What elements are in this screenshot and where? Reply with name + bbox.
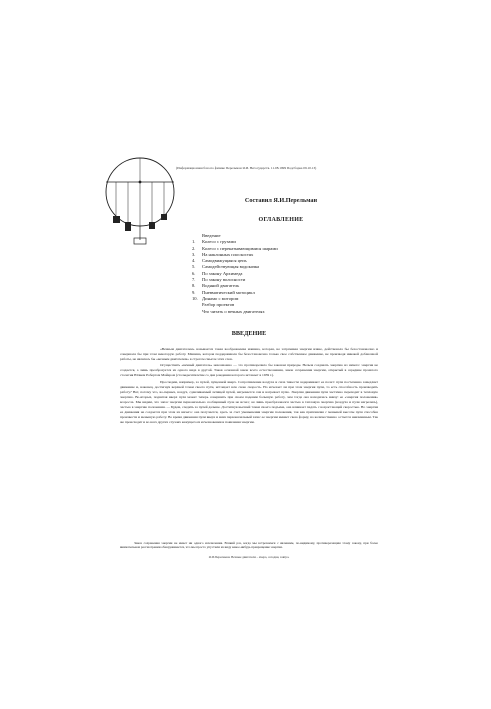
header-note: (Информационная база по физике Перельман Я.И. Негосударств. 11.08.1999 Подсборка 09.10.13) (176, 166, 317, 170)
perpetual-motion-wheel-illustration (104, 148, 176, 248)
toc-item[interactable]: 9. Пневматический мотоцикл (192, 289, 255, 295)
toc-item[interactable]: 10. Динамо с мотором (192, 295, 239, 301)
table-of-contents (192, 233, 362, 315)
closing-paragraph (120, 541, 378, 549)
toc-item[interactable]: Разбор проектов (202, 302, 235, 308)
toc-item[interactable]: 2. Колесо с перекатывающимися шарами (192, 245, 278, 251)
section-title: ВВЕДЕНИЕ (231, 330, 267, 337)
toc-item[interactable]: Введение (202, 233, 221, 238)
paragraph: Осуществить «вечный двигатель» невозможно — это противоречило бы законам природы. Нельзя создавать энергию из ничего: энергия не создается, а лишь преобразуется из одного вида в другой. Таков основной закон всего естествознания, закон сохранения энергии, открытый в середине прошлого столетия Юлием Робертом Майером (столыдесятилетие со дня рождения которого истекает в 1939 г.). (120, 363, 378, 378)
toc-item[interactable]: 6. По закону Архимеда (192, 270, 243, 276)
toc-item[interactable]: 8. Водяной двигатель (192, 283, 240, 289)
compiler-line: Составил Я.И.Перельман (244, 197, 318, 204)
toc-title: ОГЛАВЛЕНИЕ (258, 217, 304, 223)
toc-item[interactable]: Что читать о вечных двигателях (202, 308, 265, 314)
toc-item[interactable]: 4. Самодвижущаяся цепь (192, 258, 247, 264)
paragraph: Проследим, например, за пулей, пущенной вверх. Сопротивление воздуха и сила тяжести задерживают ее полет: пуля постепенно замедляет движение и, наконец, достигнув верхней точки своего пути, истощает всю свою скорость. Но исчезает ли при этом энергия пули, то есть способность производить работу? Нет, потому что, во-первых, воздух, сдавливаемый летящей пулей, нагревается сам и нагревает пулю. Энергия движения пули частично переходит в тепловую энергию. Во-вторых, поднятая вверх пуля может теперь совершить при своем падении большую работу, чем тогда она находилась внизу: ее «энергия положения» возросла. Мы видим, что запас энергии первоначально сообщенный пуле не исчез; он лишь преобразовался частью в тепловую энергию (воздуха и пули нагрелись), частью в энергию положения. — Будем, следить за пулей дальше. Достигнув высшей точки своего подъема, она начинает падать с возрастающей скоростью. Но энергия ее движения не создается при этом из ничего: она получается, здесь за счет уменьшения энергии положения, так как приплавляя с меньшей высоты пуля способна произвести и меньшую работу. Во время движения пули вверх и вниз первоначальный запас ее энергии меняет свою форму, но количественно остается неизменным. Так же происходит и во всех других случаях кажущегося исчезновения и появления энергии. (120, 379, 378, 424)
paragraph: «Вечным двигателем» называется такая воображаемая машина, которая, не затрачивая энергии извне, действовала бы безостановочно и совершала бы при этом некоторую работу. Машина, которая поддерживала бы безостановочно только свое собственное движение, не производя никакой добавочной работы, не являлась бы «вечным двигателем» в строгом смысле этих слов. (120, 347, 378, 361)
toc-item[interactable]: 7. По закону волосности (192, 277, 246, 283)
paragraph: Закон сохранения энергии не имеет ни одного исключения. Всякий раз, когда мы встречаемся с явлением, по-видимому, противоречащим этому закону, при более внимательном рассмотрении обнаруживается, что мы просто упустили из виду какое-нибудь превращение энергии. (120, 541, 378, 550)
toc-item[interactable]: 5. Самодействующая водокачка (192, 264, 260, 270)
intro-body (120, 347, 378, 426)
toc-item[interactable]: 3. На наклонных плоскостях (192, 251, 254, 257)
page-footer: Я.И.Перельман. Вечные двигатели – вчера, сегодня, завтра. (208, 555, 290, 559)
toc-item[interactable]: 1. Колесо с грузами (192, 239, 236, 245)
